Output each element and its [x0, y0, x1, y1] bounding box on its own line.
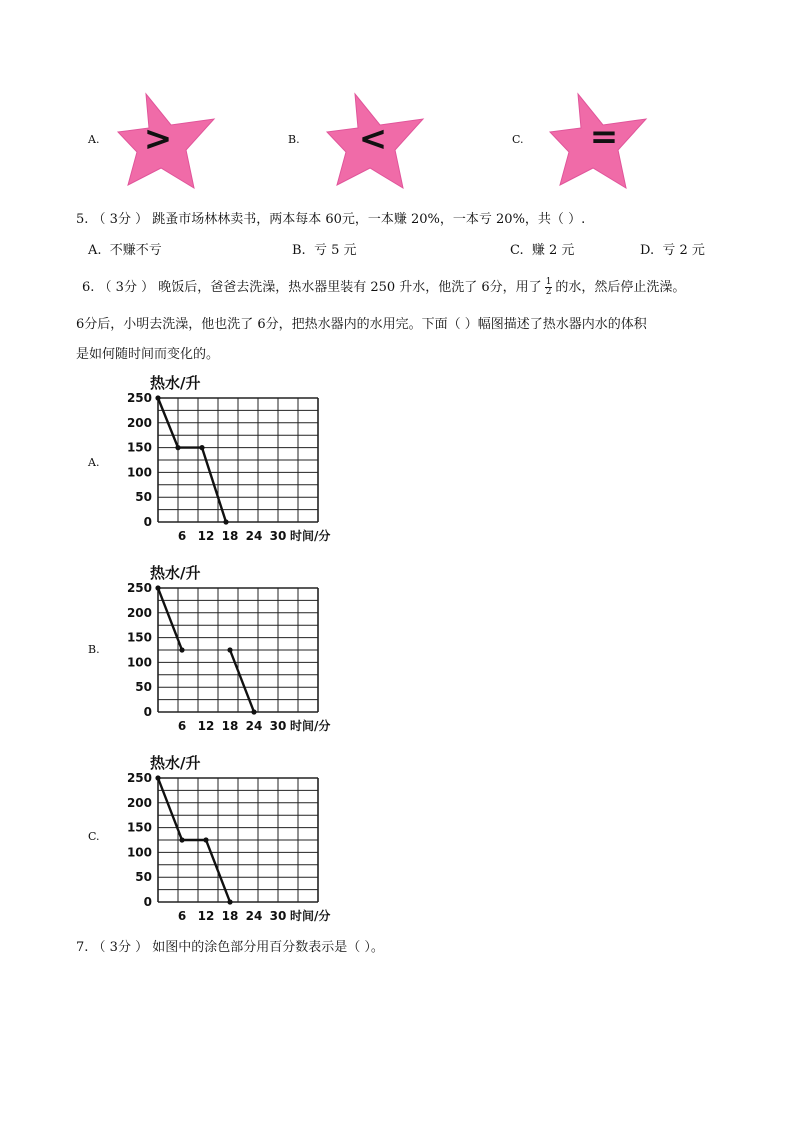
y-tick-label: 200	[126, 795, 152, 810]
y-tick-label: 100	[126, 845, 152, 860]
q6-chart-c[interactable]	[110, 752, 360, 928]
q4-option-a-star[interactable]	[116, 92, 216, 190]
y-tick-label: 50	[135, 870, 152, 885]
q6-line1-part1: 6. （ 3分 ） 晚饭后，爸爸去洗澡，热水器里装有 250 升水，他洗了 6分，用了	[82, 280, 542, 295]
x-tick-label: 6	[177, 719, 187, 733]
y-tick-label: 0	[143, 515, 152, 529]
y-tick-label: 150	[126, 820, 152, 835]
y-tick-label: 0	[143, 895, 152, 909]
fraction-denominator: 2	[545, 287, 552, 297]
x-tick-label: 12	[197, 719, 215, 733]
q4-option-b-star[interactable]	[325, 92, 425, 190]
y-tick-label: 0	[143, 705, 152, 719]
chart-title: 热水/升	[150, 754, 201, 772]
q6-line1-part2: 的水，然后停止洗澡。	[555, 280, 686, 295]
q4-option-a-label[interactable]: A.	[88, 133, 100, 146]
x-tick-label: 18	[221, 529, 239, 543]
x-tick-label: 18	[221, 719, 239, 733]
y-tick-label: 250	[126, 391, 152, 405]
q6-chart-a[interactable]	[110, 372, 360, 548]
option-text: 亏 2 元	[662, 243, 705, 258]
y-tick-label: 150	[126, 440, 152, 455]
data-point	[155, 585, 160, 590]
data-point	[179, 837, 184, 842]
y-tick-label: 250	[126, 771, 152, 785]
x-tick-label: 12	[197, 909, 215, 923]
q6-chart-b[interactable]	[110, 562, 360, 738]
q6-stem-line3: 是如何随时间而变化的。	[76, 347, 220, 362]
q6-option-b-label[interactable]: B.	[88, 643, 100, 656]
option-text: 亏 5 元	[313, 243, 357, 258]
data-point	[223, 519, 228, 524]
y-tick-label: 50	[135, 490, 152, 505]
q5-option-c[interactable]	[510, 239, 574, 258]
x-tick-label: 30	[269, 529, 287, 543]
q6-stem-line1	[82, 276, 685, 297]
fraction-one-half	[545, 278, 553, 297]
option-letter: A.	[88, 243, 102, 258]
chart-title: 热水/升	[150, 374, 201, 392]
data-point	[175, 445, 180, 450]
y-tick-label: 200	[126, 415, 152, 430]
x-tick-label: 24	[245, 719, 263, 733]
y-tick-label: 50	[135, 680, 152, 695]
q5-option-a[interactable]	[88, 239, 162, 258]
x-axis-label: 时间/分	[290, 909, 331, 923]
y-tick-label: 150	[126, 630, 152, 645]
data-point	[179, 647, 184, 652]
x-axis-label: 时间/分	[290, 719, 331, 733]
data-point	[199, 445, 204, 450]
x-tick-label: 30	[269, 909, 287, 923]
y-tick-label: 100	[126, 465, 152, 480]
data-point	[155, 395, 160, 400]
q4-option-c-star[interactable]	[548, 92, 648, 190]
q5-stem: 5. （ 3分 ） 跳蚤市场林林卖书，两本每本 60元，一本赚 20%，一本亏 20%，共（ ）.	[76, 212, 586, 227]
y-tick-label: 200	[126, 605, 152, 620]
greater-than-symbol: >	[143, 119, 173, 159]
data-series-line	[230, 650, 254, 712]
data-point	[227, 899, 232, 904]
q5-option-b[interactable]	[292, 239, 357, 258]
option-letter: C.	[510, 243, 524, 258]
equals-symbol: =	[589, 117, 619, 157]
option-letter: B.	[292, 243, 306, 258]
x-tick-label: 30	[269, 719, 287, 733]
option-text: 不赚不亏	[109, 243, 162, 258]
x-tick-label: 12	[197, 529, 215, 543]
q5-option-d[interactable]	[640, 239, 705, 258]
x-tick-label: 24	[245, 909, 263, 923]
q6-option-a-label[interactable]: A.	[88, 456, 100, 469]
q6-stem-line2: 6分后，小明去洗澡，他也洗了 6分，把热水器内的水用完。下面（ ）幅图描述了热水器内水的体积	[76, 317, 647, 332]
x-axis-label: 时间/分	[290, 529, 331, 543]
q7-stem: 7. （ 3分 ） 如图中的涂色部分用百分数表示是（ ）。	[76, 940, 384, 955]
y-tick-label: 100	[126, 655, 152, 670]
x-tick-label: 6	[177, 909, 187, 923]
data-point	[251, 709, 256, 714]
data-point	[203, 837, 208, 842]
option-text: 赚 2 元	[531, 243, 575, 258]
q6-option-c-label[interactable]: C.	[88, 830, 100, 843]
x-tick-label: 18	[221, 909, 239, 923]
fraction-numerator: 1	[545, 277, 552, 287]
chart-title: 热水/升	[150, 564, 201, 582]
x-tick-label: 24	[245, 529, 263, 543]
less-than-symbol: <	[358, 119, 388, 159]
option-letter: D.	[640, 243, 655, 258]
data-point	[227, 647, 232, 652]
data-point	[155, 775, 160, 780]
q4-option-b-label[interactable]: B.	[288, 133, 300, 146]
q4-option-c-label[interactable]: C.	[512, 133, 524, 146]
y-tick-label: 250	[126, 581, 152, 595]
x-tick-label: 6	[177, 529, 187, 543]
